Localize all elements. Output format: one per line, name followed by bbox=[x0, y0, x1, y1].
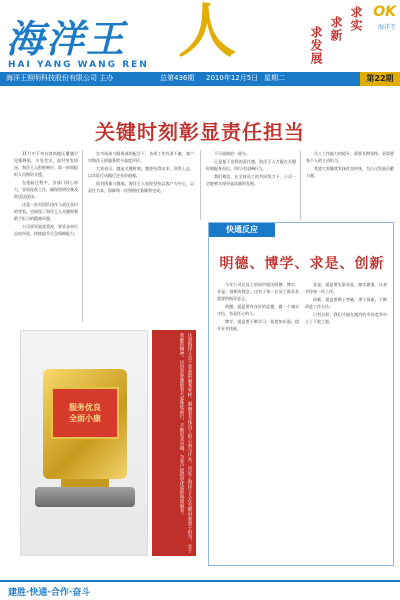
headline: 关键时刻彰显责任担当 bbox=[95, 120, 305, 144]
slogan-2: 求新 bbox=[329, 16, 343, 42]
paragraph: 求是，就是要实事求是，踏实做事，认真对待每一项工作。 bbox=[305, 282, 387, 294]
article-column-3 bbox=[206, 150, 296, 218]
article-column-1 bbox=[14, 150, 78, 322]
box-column-1 bbox=[217, 281, 299, 561]
footer bbox=[0, 580, 400, 600]
masthead-ren: 人 bbox=[178, 0, 237, 65]
article-column-2 bbox=[88, 150, 194, 322]
article-column-4 bbox=[306, 150, 394, 218]
masthead-title: 海洋王 bbox=[6, 16, 127, 61]
paragraph: 员工工作能力的提升，需要长期坚持，更需要每个人的主动担当。 bbox=[306, 151, 394, 163]
paragraph: 这是一次对团队协作与责任意识的考验，也展现了海洋王人关键时刻敢于担当的精神风貌。 bbox=[14, 202, 78, 221]
paragraph: 在抢险过程中，各部门同心协力，冒雨连夜工作，确保照明设备及时送达现场。 bbox=[14, 180, 78, 199]
column-divider bbox=[300, 150, 301, 220]
column-divider bbox=[200, 150, 201, 220]
paragraph: 博学，就是要不断学习，拓宽知识面，提升专业技能。 bbox=[217, 319, 299, 331]
paragraph: 我们相信，在全体员工的共同努力下，公司一定能够实现更高质量的发展。 bbox=[206, 174, 296, 186]
paragraph: 在市场部与服务部的配合下，各项工作有条不紊，客户对海洋王的服务给予高度评价。 bbox=[88, 151, 194, 163]
slogan-1: 求实 bbox=[349, 6, 363, 32]
reaction-box bbox=[208, 222, 394, 566]
bar-company: 海洋王照明科技股份有限公司 主办 bbox=[6, 74, 114, 82]
masthead-pinyin: HAI YANG WANG REN bbox=[8, 60, 149, 70]
paragraph: 公司领导高度重视，要求各单位总结经验，持续提升应急保障能力。 bbox=[14, 224, 78, 236]
column-divider bbox=[82, 150, 83, 322]
paragraph: 明德，就是要有良好的品德，做一个诚实守信、有责任心的人。 bbox=[217, 304, 299, 316]
bar-date: 2010年12月5日 bbox=[206, 74, 259, 82]
masthead bbox=[0, 0, 400, 92]
box-title: 明德、博学、求是、创新 bbox=[219, 256, 385, 272]
trophy-plate bbox=[51, 387, 119, 439]
trophy-base bbox=[35, 487, 135, 507]
masthead-info-bar bbox=[0, 72, 400, 86]
trophy-photo bbox=[20, 330, 148, 556]
paragraph: 不可或缺的一部分。 bbox=[214, 151, 250, 156]
page-number: 第22期 bbox=[360, 72, 400, 86]
paragraph: 大家表示，越是关键时刻，越要站得出来、顶得上去，以实际行动践行企业价值观。 bbox=[88, 166, 194, 178]
ok-logo-sub: 海洋王 bbox=[377, 24, 396, 31]
paragraph: 创新，就是要敢于突破，勇于探索，不断改进工作方法。 bbox=[305, 297, 387, 309]
paragraph: 只有这样，我们才能在激烈的市场竞争中立于不败之地。 bbox=[305, 312, 387, 324]
slogan-3: 求发展 bbox=[309, 26, 323, 65]
footer-slogan: 建胜·快通·合作·奋斗 bbox=[8, 588, 91, 598]
ok-logo: OK bbox=[373, 4, 396, 20]
red-caption: 这是海洋王员工荣获的服务奖杯，凝聚着全体员工的心血与汗水，见证了海洋王人在关键时刻勇于担当、甘于奉献的精神。这份荣誉激励着大家继续前行，不断追求卓越，为客户提供更优质的照明服务。 bbox=[152, 330, 196, 556]
paragraph: 面对困难与挑战，海洋王人始终坚持以客户为中心，以责任为本，保障每一次照明任务顺利完成。 bbox=[88, 181, 194, 193]
paragraph: 今年公司在员工培训中提出明德、博学、求是、创新的理念，这对于每一位员工都具有重要的指导意义。 bbox=[217, 282, 299, 301]
paragraph: 正是基于这样的责任感，海洋王人才能在关键时刻挺身而出，用行动诠释担当。 bbox=[206, 159, 296, 171]
box-tab-label: 快通反应 bbox=[209, 223, 275, 237]
bar-issue: 总第436期 bbox=[160, 74, 195, 82]
trophy-plate-line-1: 服务优良 bbox=[69, 403, 101, 412]
paragraph: 希望大家继续发扬优良传统，为公司发展贡献力量。 bbox=[306, 166, 394, 178]
paragraph: 11月中下旬台湾南地区遭遇罕见强降雨，多处受灾。面对突发情况，海洋王人积极响应，第一时间组织人员物资支援。 bbox=[14, 151, 78, 177]
bar-edition: 星期二 bbox=[264, 74, 285, 82]
box-column-2 bbox=[305, 281, 387, 561]
slogans bbox=[304, 6, 364, 66]
trophy-plate-line-2: 全面小康 bbox=[69, 414, 101, 423]
